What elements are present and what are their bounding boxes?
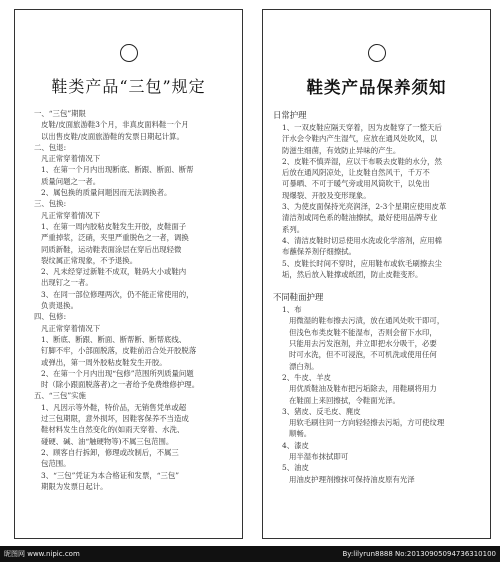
- text-line: 负责退换。: [41, 301, 78, 311]
- text-line: 时可水洗，但不可浸泡，不可机洗或使用任何: [289, 350, 437, 360]
- text-line: 碰硬、碱、油“触硬物等)不属三包范围。: [41, 436, 174, 446]
- text-line: 用优质鞋油及鞋布把污垢除去，用鞋刷将用力: [289, 384, 437, 394]
- text-line: 2、凡未经穿过新鞋不成双，鞋码大小或鞋内: [41, 267, 187, 277]
- text-line: 1、一双皮鞋应隔天穿着，因为皮鞋穿了一整天后: [282, 123, 442, 132]
- watermark-bar: [0, 546, 500, 562]
- left-tag-title: 鞋类产品“三包”规定: [51, 77, 206, 96]
- text-line: 皮鞋/皮面旅游鞋3个月，非真皮面料鞋一个月: [41, 120, 189, 130]
- text-line: 一、“三包”期限: [34, 109, 86, 118]
- text-line: 时（除小跟面脱落者)之一者给予免费维修护理。: [41, 380, 200, 390]
- hang-hole-icon: [368, 44, 386, 62]
- text-line: 但浅色布类皮鞋不能湿布，否则会留下水印，: [289, 327, 437, 337]
- text-line: 现爆裂、开胶及变形现象。: [282, 190, 371, 200]
- text-line: 或弹出，第一周外胶粘皮鞋发生开胶。: [41, 357, 167, 367]
- text-line: 四、包修:: [34, 312, 67, 322]
- text-line: 4、漆皮: [282, 440, 309, 450]
- text-line: 只能用去污发泡剂，并立即把水分吸干，必要: [289, 339, 437, 349]
- text-line: 1、在第一周内胶粘皮鞋发生开胶，皮鞋面子: [41, 221, 187, 231]
- spacer: [273, 280, 481, 290]
- text-line: 三、包换:: [34, 199, 67, 209]
- text-line: 漂白剂。: [289, 361, 319, 371]
- text-line: 用软毛刷往同一方向轻轻擦去污垢，方可使纹理: [289, 418, 445, 428]
- text-line: 凡正常穿着情况下: [41, 154, 101, 164]
- text-line: 垢，然后放入鞋撑或纸团，防止皮鞋变形。: [282, 269, 423, 279]
- text-line: 用半湿布抹拭即可: [289, 452, 349, 462]
- text-line: 用油皮护理剂擦抹可保持油皮原有光泽: [289, 474, 415, 484]
- text-line: 2、牛皮、羊皮: [282, 372, 332, 382]
- left-tag-card: [14, 9, 243, 539]
- text-line: 1、凡因示等外鞋，特价品，无销售凭单或超: [41, 402, 187, 412]
- text-line: 2、属包换的质量问题因而无法调换者。: [41, 188, 172, 198]
- text-line: 5、皮鞋长时间不穿时，应用鞋布或软毛刷擦去尘: [282, 258, 442, 268]
- text-line: 汗水会令鞋内产生湿气，应放在通风处吹风，以: [282, 134, 438, 144]
- text-line: 用微湿的鞋布擦去污渍，放在通风处吹干即可，: [289, 316, 445, 326]
- text-line: 布蘸保养剂仔细擦拭。: [282, 247, 356, 257]
- text-line: 清洁剂或同色系的鞋油擦拭，最好使用品牌专业: [282, 213, 438, 223]
- section-heading: 日常护理: [273, 110, 307, 120]
- hang-hole-icon: [120, 44, 138, 62]
- text-line: 同质新鞋，运动鞋表面涂层在穿后出现轻微: [41, 244, 182, 254]
- text-line: 以出售皮鞋/皮面旅游鞋的发票日期起计算。: [41, 131, 184, 141]
- text-line: 3、在同一部位修理两次，仍不能正常使用的，: [41, 289, 194, 299]
- text-line: 裂纹属正常现象，不予退换。: [41, 255, 138, 265]
- text-line: 顺畅。: [289, 429, 312, 439]
- text-line: 1、断底、断跟、断面、断帮断、断帮底线、: [41, 334, 187, 344]
- right-tag-body: [273, 108, 481, 485]
- text-line: 五、“三包”实施: [34, 391, 86, 401]
- right-tag-card: [262, 9, 491, 539]
- text-line: 5、油皮: [282, 463, 309, 473]
- text-line: 出现钉之一者。: [41, 278, 93, 288]
- text-line: 过三包期限，意外损坏，因鞋客保养不当造成: [41, 414, 189, 424]
- text-line: 后放在通风阴凉处，让皮鞋自然风干，千万不: [282, 168, 430, 178]
- text-line: 二、包退:: [34, 142, 67, 152]
- text-line: 凡正常穿着情况下: [41, 210, 101, 220]
- watermark-site: 昵图网 www.nipic.com: [4, 550, 80, 558]
- text-line: 可暴晒、不可于暖气旁或用风筒吹干，以免出: [282, 179, 430, 189]
- watermark-id: By:lilyrun8888 No:20130905094736310100: [342, 550, 496, 558]
- text-line: 在鞋面上来回擦拭，令鞋面光泽。: [289, 395, 400, 405]
- text-line: 系列。: [282, 224, 305, 234]
- text-line: 期限为发票日起计。: [41, 481, 108, 491]
- text-line: 2、皮鞋不慎弄湿，应以干布吸去皮鞋的水分，然: [282, 156, 442, 166]
- text-line: 严重掉浆，泛硝，夹里严重脱色之一者，调换: [41, 233, 189, 243]
- text-line: 1、在第一个月内出现断底、断跟、断面、断帮: [41, 165, 194, 175]
- text-line: 钉脚不牢，小部面脱落，皮鞋前沿合处开胶脱落: [41, 346, 197, 356]
- text-line: 3、为使皮面保持光亮润泽，2-3个星期应使用皮革: [282, 202, 447, 212]
- text-line: 质量问题之一者。: [41, 176, 101, 186]
- text-line: 4、清洁皮鞋时切忌使用水洗或化学溶剂，应用棉: [282, 235, 442, 245]
- right-tag-title: 鞋类产品保养须知: [306, 78, 447, 97]
- text-line: 凡正常穿着情况下: [41, 323, 101, 333]
- text-line: 3、猪皮、反毛皮、麂皮: [282, 406, 361, 416]
- text-line: 鞋材料发生自然变化的(如雨天穿着、水洗、: [41, 425, 185, 435]
- text-line: 1、布: [282, 305, 302, 315]
- section-heading: 不同鞋面护理: [273, 292, 324, 303]
- text-line: 防滋生细菌，有效防止异味的产生。: [282, 145, 401, 155]
- text-line: 2、顾客自行拆卸，修理或改制后，不属三: [41, 447, 179, 457]
- text-line: 2、在第一个月内出现“包修”范围所列质量问题: [41, 368, 194, 378]
- text-line: 包范围。: [41, 459, 71, 469]
- text-line: 3、“三包”凭证为本合格证和发票，“三包”: [41, 470, 180, 480]
- left-tag-body: [25, 108, 233, 492]
